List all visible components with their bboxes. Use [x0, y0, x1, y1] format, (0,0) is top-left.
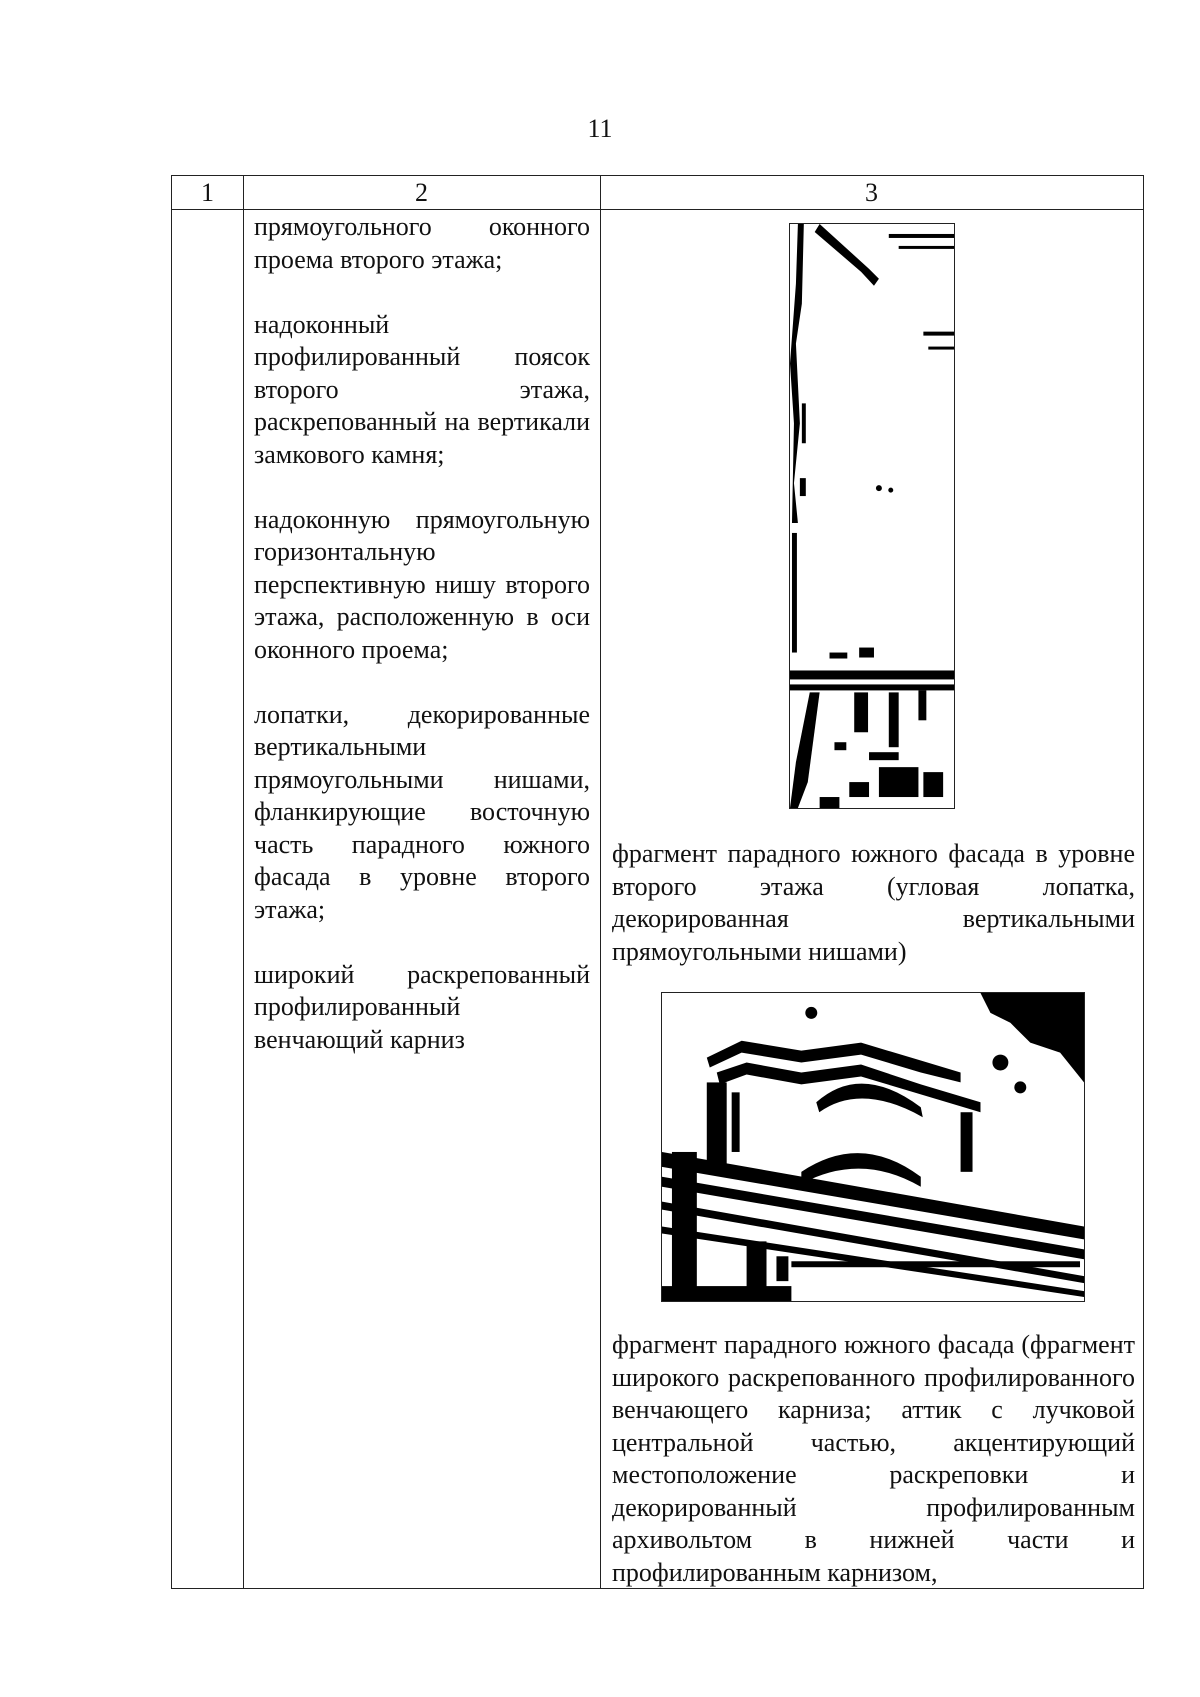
header-cell-3: 3: [865, 178, 878, 207]
element-paragraph: прямоугольного оконного проема второго этажа;: [254, 212, 590, 274]
header-divider: [172, 209, 1143, 210]
page-number: 11: [587, 114, 613, 143]
header-cell-2: 2: [415, 178, 428, 207]
photo-caption-2: фрагмент парадного южного фасада (фрагмент широкого раскрепованного профилированного венчающего карниза; аттик с лучковой центральной частью, акцентирующий местоположение раскреповки и декорированный профилированным архивольтом в нижней части и профилированным карнизом,: [612, 1330, 1135, 1587]
photo-caption-1: фрагмент парадного южного фасада в уровне второго этажа (угловая лопатка, декорированная вертикальными прямоугольными нишами): [612, 839, 1135, 966]
element-paragraph: лопатки, декорированные вертикальными прямоугольными нишами, фланкирующие восточную часть парадного южного фасада в уровне второго этажа;: [254, 699, 590, 924]
element-paragraph: широкий раскрепованный профилированный венчающий карниз: [254, 959, 590, 1054]
header-cell-1: 1: [201, 178, 214, 207]
element-paragraph: надоконный профилированный поясок второго этажа, раскрепованный на вертикали замкового камня;: [254, 309, 590, 469]
photo-cornice-attic: [661, 992, 1085, 1302]
element-list-cell: [254, 211, 590, 1089]
column-divider-1: [243, 176, 244, 1588]
description-table: [171, 175, 1144, 1589]
element-paragraph: надоконную прямоугольную горизонтальную перспективную нишу второго этажа, расположенную в оси оконного проема;: [254, 504, 590, 664]
photo-corner-pilaster: [789, 223, 955, 809]
column-divider-2: [600, 176, 601, 1588]
